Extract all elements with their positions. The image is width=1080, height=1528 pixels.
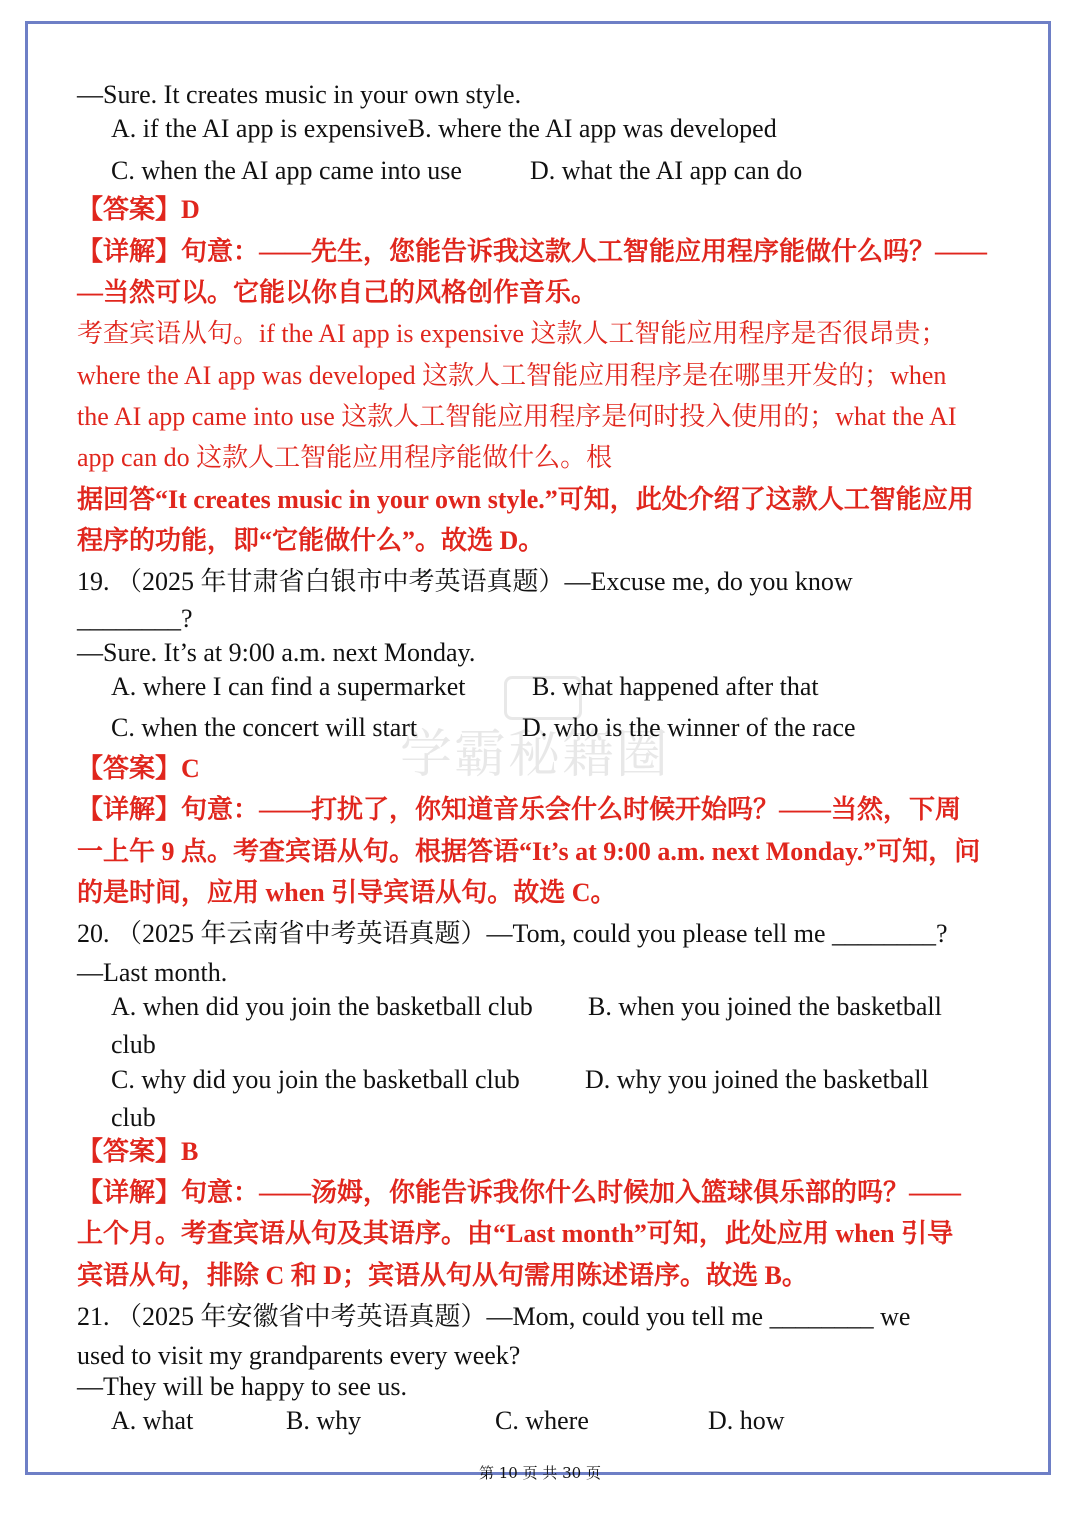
q19-option-a: A. where I can find a supermarket [111, 672, 466, 701]
q18-explain-line: 【详解】句意：——先生，您能告诉我这款人工智能应用程序能做什么吗？—— [77, 237, 988, 266]
q18-reply: —Sure. It creates music in your own style. [77, 80, 522, 109]
q20-reply: —Last month. [77, 958, 228, 987]
q18-explain-line: app can do 这款人工智能应用程序能做什么。根 [77, 443, 613, 472]
q19-explain-line: 一上午 9 点。考查宾语从句。根据答语“It’s at 9:00 a.m. next Monday.”可知，问 [77, 837, 981, 866]
q18-explain-line: 据回答“It creates music in your own style.”可知，此处介绍了这款人工智能应用 [77, 485, 974, 514]
q21-reply: —They will be happy to see us. [77, 1372, 407, 1401]
page-number: 第 10 页 共 30 页 [478, 1464, 601, 1482]
watermark: 学霸秘籍圈 [400, 725, 671, 785]
q20-answer: 【答案】B [77, 1137, 199, 1166]
q19-option-c: C. when the concert will start [111, 713, 418, 742]
q19-blank: ________? [77, 604, 193, 633]
q19-reply: —Sure. It’s at 9:00 a.m. next Monday. [77, 638, 476, 667]
q21-option-c: C. where [495, 1406, 589, 1435]
q21-stem: 21. （2025 年安徽省中考英语真题）—Mom, could you tell me ________ we [77, 1302, 911, 1331]
q19-explain-line: 的是时间，应用 when 引导宾语从句。故选 C。 [77, 878, 617, 907]
q20-option-c: C. why did you join the basketball club [111, 1065, 520, 1094]
q20-explain-line: 宾语从句，排除 C 和 D；宾语从句从句需用陈述语序。故选 B。 [77, 1261, 808, 1290]
q20-option-b: B. when you joined the basketball [588, 992, 942, 1021]
q19-explain-line: 【详解】句意：——打扰了，你知道音乐会什么时候开始吗？——当然，下周 [77, 795, 962, 824]
q20-option-b-cont: club [111, 1030, 156, 1059]
q21-option-a: A. what [111, 1406, 194, 1435]
q18-explain-line: where the AI app was developed 这款人工智能应用程序是在哪里开发的；when [77, 361, 947, 390]
q21-option-d: D. how [708, 1406, 785, 1435]
q19-answer: 【答案】C [77, 754, 200, 783]
q20-option-d: D. why you joined the basketball [585, 1065, 929, 1094]
q18-option-ab: A. if the AI app is expensiveB. where the AI app was developed [111, 114, 777, 143]
q20-stem: 20. （2025 年云南省中考英语真题）—Tom, could you please tell me ________? [77, 919, 948, 948]
q18-explain-line: the AI app came into use 这款人工智能应用程序是何时投入使用的；what the AI [77, 402, 957, 431]
q18-answer: 【答案】D [77, 195, 200, 224]
q18-option-c: C. when the AI app came into use [111, 156, 462, 185]
q21-option-b: B. why [286, 1406, 362, 1435]
q18-option-d: D. what the AI app can do [530, 156, 803, 185]
q19-stem: 19. （2025 年甘肃省白银市中考英语真题）—Excuse me, do you know [77, 567, 853, 596]
q20-explain-line: 上个月。考查宾语从句及其语序。由“Last month”可知，此处应用 when 引导 [77, 1219, 954, 1248]
q19-option-d: D. who is the winner of the race [522, 713, 856, 742]
q19-option-b: B. what happened after that [532, 672, 819, 701]
q20-option-d-cont: club [111, 1103, 156, 1132]
q20-explain-line: 【详解】句意：——汤姆，你能告诉我你什么时候加入篮球俱乐部的吗？—— [77, 1178, 962, 1207]
q18-explain-line: —当然可以。它能以你自己的风格创作音乐。 [77, 278, 598, 307]
q20-option-a: A. when did you join the basketball club [111, 992, 533, 1021]
q18-explain-line: 程序的功能，即“它能做什么”。故选 D。 [77, 526, 545, 555]
q21-stem-cont: used to visit my grandparents every week? [77, 1341, 521, 1370]
q18-explain-line: 考查宾语从句。if the AI app is expensive 这款人工智能应用程序是否很昂贵； [77, 319, 947, 348]
